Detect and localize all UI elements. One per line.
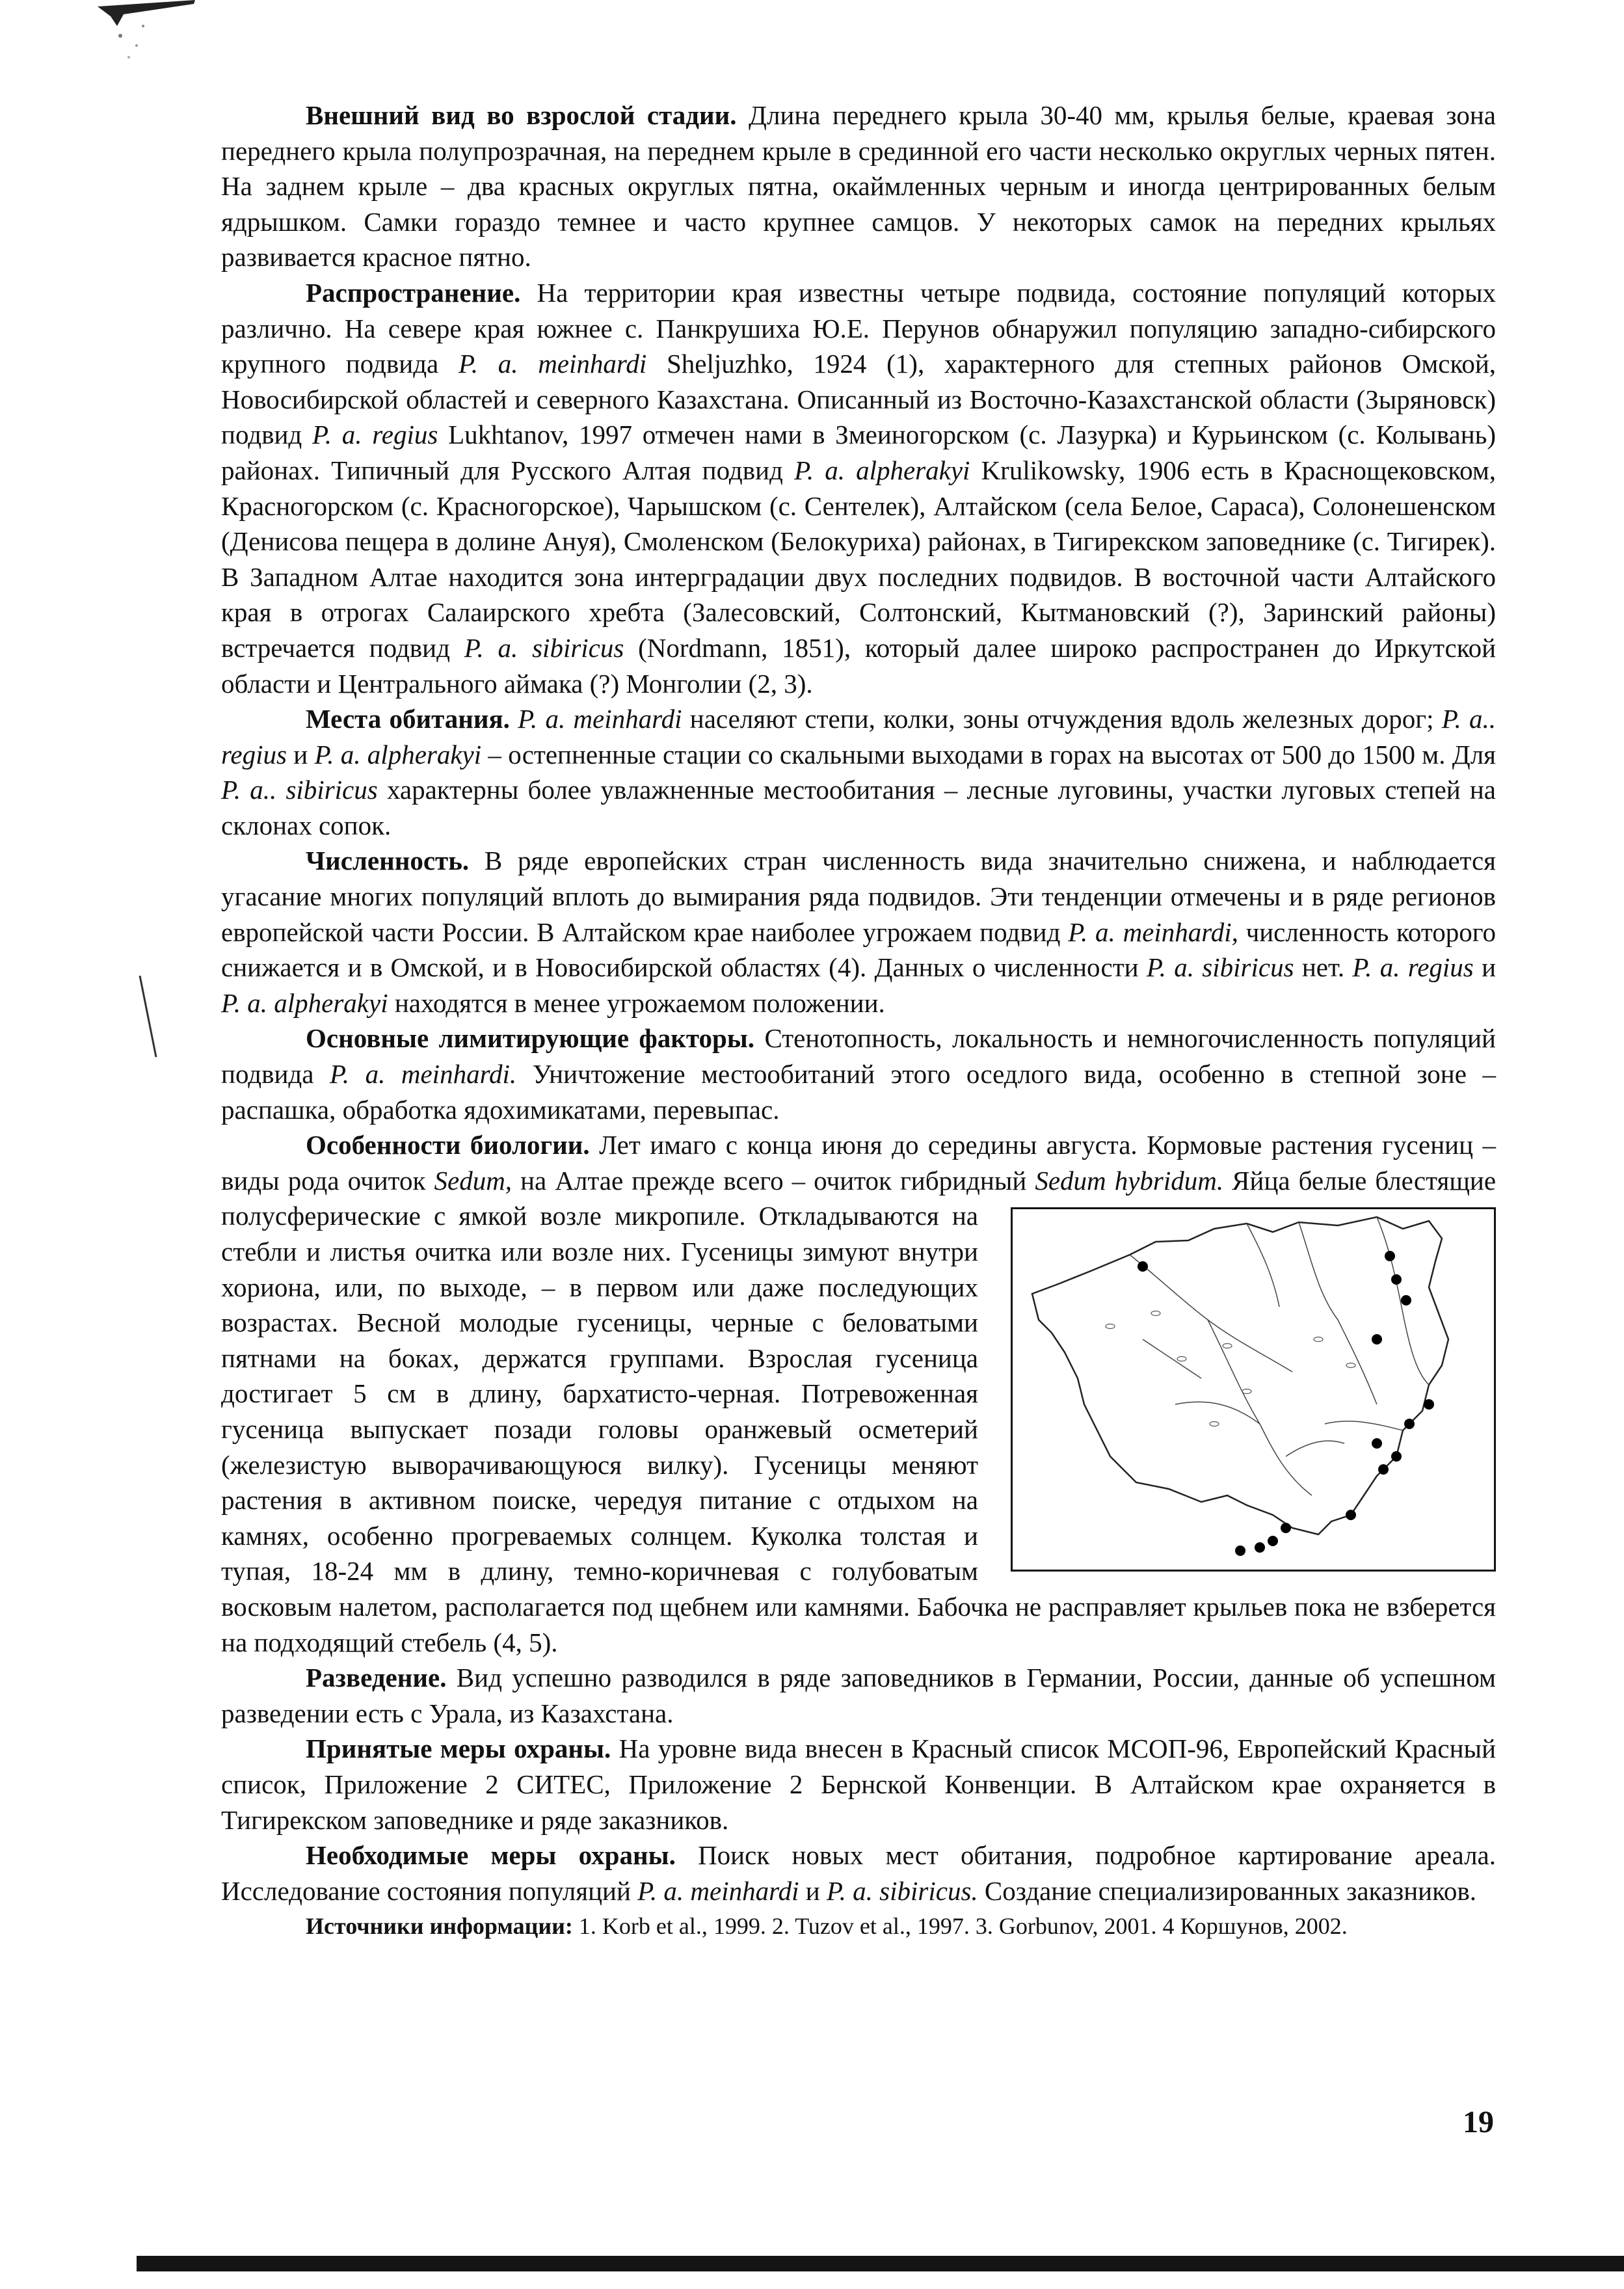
taxon-name: P. a. alpherakyi: [221, 987, 388, 1018]
paragraph-protection-needed: Необходимые меры охраны. Поиск новых мест обитания, подробное картирование ареала. Исследование состояния популяций P. a. meinhardi и P. a. sibiricus. Создание специализированных заказников.: [221, 1840, 1497, 1906]
heading-abundance: Численность.: [306, 846, 470, 876]
paragraph-appearance: Внешний вид во взрослой стадии. Длина переднего крыла 30-40 мм, крылья белые, краевая зона переднего крыла полупрозрачная, на переднем крыле в срединной его части несколько округлых черных пятен. На заднем крыле – два красных округлых пятна, окаймленных черным и иногда центрированных белым ядрышком. Самки гораздо темнее и часто крупнее самцов. У некоторых самок на передних крыльях развивается красное пятно.: [221, 100, 1496, 273]
taxon-name: P. a.. regius: [221, 704, 1497, 770]
distribution-map-drawing: [1013, 1209, 1494, 1570]
heading-protection-taken: Принятые меры охраны.: [306, 1733, 611, 1764]
river-line: [1247, 1224, 1279, 1307]
taxon-name: P. a.. sibiricus: [221, 775, 378, 805]
paragraph-distribution: Распространение. На территории края известны четыре подвида, состояние популяций которых различно. На севере края южнее с. Панкрушиха Ю.Е. Перунов обнаружил популяцию западно-сибирского крупного подвида P. a. meinhardi Sheljuzhko, 1924 (1), характерного для степных районов Омской, Новосибирской областей и северного Казахстана. Описанный из Восточно-Казахстанской области (Зыряновск) подвид P. a. regius Lukhtanov, 1997 отмечен нами в Змеиногорском (с. Лазурка) и Курьинском (с. Колывань) районах. Типичный для Русского Алтая подвид P. a. alpherakyi Krulikowsky, 1906 есть в Краснощековском, Красногорском (с. Красногорское), Чарышском (с. Сентелек), Алтайском (села Белое, Сараса), Солонешенском (Денисова пещера в долине Ануя), Смоленском (Белокуриха) районах, в Тигирекском заповеднике (с. Тигирек). В Западном Алтае находится зона интерградации двух последних подвидов. В восточной части Алтайского края в отрогах Салаирского хребта (Залесовский, Солтонский, Кытмановский (?), Заринский районы) встречается подвид P. a. sibiricus (Nordmann, 1851), который далее широко распространен до Иркутской области и Центрального аймака (?) Монголии (2, 3).: [221, 277, 1497, 699]
record-point: [1385, 1251, 1395, 1261]
record-point: [1235, 1546, 1245, 1556]
page-number: 19: [1463, 2105, 1494, 2139]
taxon-name: P. a. meinhardi: [518, 704, 682, 734]
record-point: [1255, 1542, 1265, 1553]
paragraph-sources: Источники информации: 1. Korb et al., 1999. 2. Tuzov et al., 1997. 3. Gorbunov, 2001. 4 Коршунов, 2002.: [306, 1913, 1348, 1940]
article-body: [221, 98, 1496, 1944]
lake-shape: [1106, 1324, 1115, 1329]
lake-shape: [1223, 1344, 1232, 1348]
taxon-name: P. a. meinhardi,: [1068, 917, 1238, 947]
taxon-name: P. a. meinhardi: [637, 1875, 799, 1906]
record-point: [1268, 1536, 1278, 1546]
paragraph-abundance: Численность. В ряде европейских стран численность вида значительно снижена, и наблюдается угасание многих популяций вплоть до вымирания ряда подвидов. Эти тенденции отмечены и в ряде регионов европейской части России. В Алтайском крае наиболее угрожаем подвид P. a. meinhardi, численность которого снижается и в Омской, и в Новосибирской областях (4). Данных о численности P. a. sibiricus нет. P. a. regius и P. a. alpherakyi находятся в менее угрожаемом положении.: [221, 846, 1497, 1018]
lake-shape: [1177, 1357, 1186, 1361]
paragraph-biology: Особенности биологии. Лет имаго с конца июня до середины августа. Кормовые растения гусениц – виды рода очиток Sedum, на Алтае прежде всего – очиток гибридный Sedum hybridum. Яйца белые блестящие полусферические с ямкой возле микропиле. Откладываются на стебли и листья очитка или возле них. Гусеницы зимуют внутри хориона, или, по выходе, – в первом или даже последующих возрастах. Весной молодые гусеницы, черные с беловатыми пятнами на боках, держатся группами. Взрослая гусеница достигает 5 см в длину, бархатисто-черная. Потревоженная гусеница выпускает позади головы оранжевый осметерий (железистую выворачивающуюся вилку). Гусеницы меняют растения в активном поиске, чередуя питание с отдыхом на камнях, особенно прогреваемых солнцем. Куколка толстая и тупая, 18-24 мм в длину, темно-коричневая с голубоватым восковым налетом, располагается под щебнем или камнями. Бабочка не расправляет крыльев пока не взберется на подходящий стебель (4, 5).: [221, 1130, 1497, 1657]
record-point: [1281, 1523, 1291, 1533]
paragraph-habitat: Места обитания. P. a. meinhardi населяют степи, колки, зоны отчуждения вдоль железных дорог; P. a.. regius и P. a. alpherakyi – остепненные стации со скальными выходами в горах на высотах от 500 до 1500 м. Для P. a.. sibiricus характерны более увлажненные местообитания – лесные луговины, участки луговых степей на склонах сопок.: [221, 704, 1497, 840]
taxon-name: P. a. meinhardi: [459, 349, 647, 379]
taxon-name: Sedum hybridum.: [1035, 1165, 1224, 1196]
distribution-map: [1011, 1207, 1496, 1572]
record-point: [1404, 1419, 1415, 1429]
river-line: [1325, 1421, 1403, 1430]
lake-shape: [1346, 1363, 1355, 1368]
scan-artifact-margin-stroke: [137, 976, 163, 1060]
heading-biology: Особенности биологии.: [306, 1130, 590, 1160]
paragraph-protection-taken: Принятые меры охраны. На уровне вида внесен в Красный список МСОП-96, Европейский Красный список, Приложение 2 СИТЕС, Приложение 2 Бернской Конвенции. В Алтайском крае охраняется в Тигирекском заповеднике и ряде заказников.: [221, 1733, 1497, 1835]
river-line: [1175, 1402, 1260, 1425]
record-point: [1391, 1451, 1402, 1462]
taxon-name: P. a. meinhardi.: [330, 1059, 517, 1090]
taxon-name: P. a. alpherakyi: [314, 739, 482, 770]
paragraph-limiting-factors: Основные лимитирующие факторы. Стенотопность, локальность и немногочисленность популяций подвида P. a. meinhardi. Уничтожение местообитаний этого оседлого вида, особенно в степной зоне – распашка, обработка ядохимикатами, перевыпас.: [221, 1023, 1496, 1125]
heading-breeding: Разведение.: [306, 1663, 447, 1693]
scan-bottom-edge: [137, 2256, 1624, 2271]
heading-limiting-factors: Основные лимитирующие факторы.: [306, 1023, 755, 1054]
heading-appearance: Внешний вид во взрослой стадии.: [306, 100, 737, 130]
record-point: [1372, 1334, 1382, 1345]
lake-shape: [1210, 1422, 1219, 1426]
river-line: [1299, 1222, 1377, 1404]
river-line: [1143, 1339, 1201, 1378]
lake-shape: [1314, 1337, 1323, 1342]
scan-artifact-corner: [98, 0, 195, 78]
heading-distribution: Распространение.: [306, 277, 521, 308]
paragraph-breeding: Разведение. Вид успешно разводился в ряде заповедников в Германии, России, данные об успешном разведении есть с Урала, из Казахстана.: [221, 1663, 1496, 1728]
record-point: [1391, 1274, 1402, 1285]
lake-shape: [1242, 1389, 1251, 1394]
taxon-name: P. a. alpherakyi: [794, 455, 970, 485]
record-point: [1378, 1464, 1389, 1475]
territory-outline: [1032, 1217, 1448, 1534]
taxon-name: P. a. regius: [1352, 952, 1474, 983]
taxon-name: P. a. regius: [312, 420, 438, 450]
heading-protection-needed: Необходимые меры охраны.: [306, 1840, 676, 1871]
record-point: [1346, 1510, 1356, 1520]
river-line: [1130, 1255, 1292, 1372]
record-point: [1424, 1399, 1434, 1410]
lake-shape: [1151, 1311, 1160, 1316]
record-point: [1138, 1261, 1148, 1272]
river-line: [1286, 1441, 1344, 1456]
heading-habitat: Места обитания.: [306, 704, 510, 734]
taxon-name: P. a. sibiricus.: [826, 1875, 978, 1906]
taxon-name: Sedum,: [434, 1165, 512, 1196]
record-point: [1401, 1295, 1411, 1305]
taxon-name: P. a. sibiricus: [464, 632, 624, 663]
taxon-name: P. a. sibiricus: [1146, 952, 1294, 983]
river-line: [1208, 1320, 1312, 1495]
heading-sources: Источники информации:: [306, 1913, 573, 1940]
record-point: [1372, 1438, 1382, 1449]
